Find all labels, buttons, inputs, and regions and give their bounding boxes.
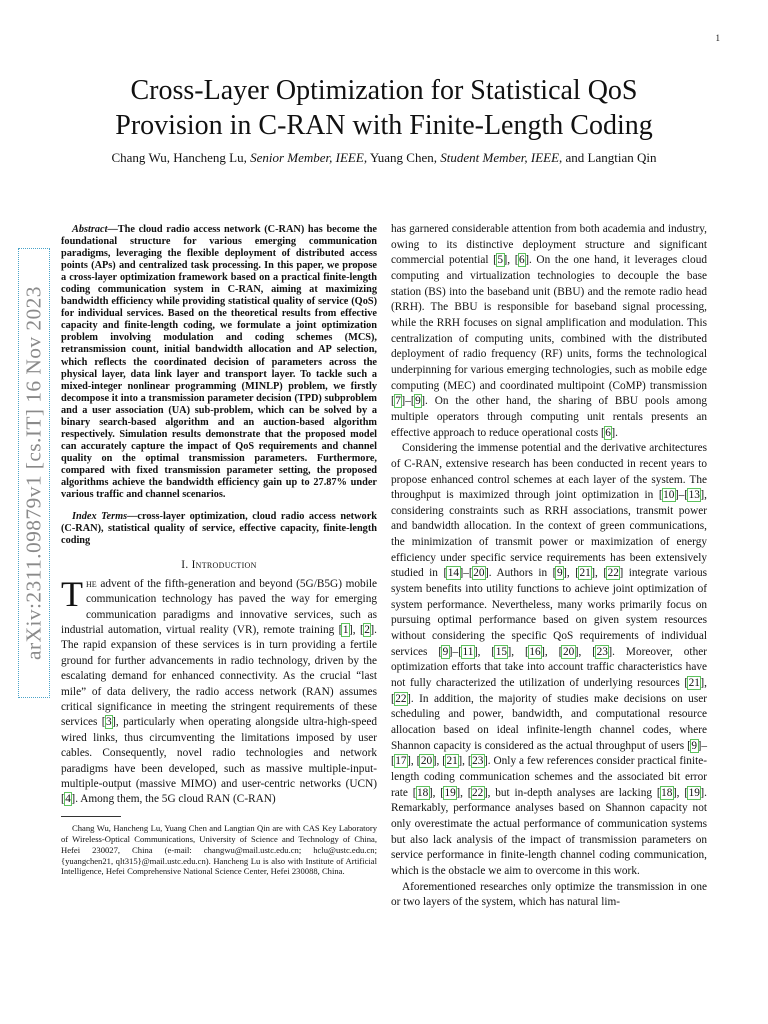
body-text: ,: [676, 786, 685, 799]
citation-link[interactable]: 20: [473, 567, 485, 580]
citation-link[interactable]: 11: [462, 645, 474, 658]
drop-cap: T: [61, 573, 83, 614]
body-text: –: [405, 395, 411, 408]
abstract-text: The cloud radio access network (C-RAN) has become the foundational structure for various emerging communication paradigms, leveraging the flexible deployment of distributed access points (APs) and centralized task processing. In this paper, we propose a cross-layer optimization framework based on a practical finite-length coding communication system in C-RAN, aiming at maximizing bandwidth efficiency while providing statistical quality of service (QoS) for individual services. Based on the theoretical results from effective capacity and finite-length coding, we formulate a joint optimization problem involving modulation and coding schemes (MCS), retransmission count, initial bandwidth allocation and AP selection, which reflects the coordinated decision of parameters across the physical layer, data link layer and transport layer. To tackle such a mixed-integer nonlinear programming (MINLP) problem, we firstly decompose it into a transmission parameter decision (TPD) subproblem and a user association (UA) sub-problem, which can be solved by a binary search-based algorithm and an auction-based algorithm respectively. Simulation results demonstrate that the proposed model can accurately capture the impact of QoS requirements and channel quality on the optimal transmission parameters. Furthermore, compared with fixed transmission parameter setting, the proposed algorithms achieve the bandwidth efficiency gain up to 27.87% under various traffic and channel scenarios.: [61, 224, 377, 501]
body-text: –: [452, 645, 459, 658]
body-text: ,: [477, 645, 492, 658]
author-list: [60, 150, 708, 166]
body-text: has garnered considerable attention from both academia and industry, owing to its distinctive deployment structure and significant commercial potential: [391, 223, 707, 267]
footnote-rule: [61, 816, 121, 817]
body-text: –: [701, 739, 707, 752]
body-text: . Among them, the 5G cloud RAN (C-RAN): [75, 793, 276, 806]
body-text: ,: [595, 567, 604, 580]
citation-link[interactable]: 22: [607, 567, 619, 580]
title-line: Provision in C-RAN with Finite-Length Coding: [115, 110, 653, 141]
body-text: ,: [704, 677, 707, 690]
body-text: , particularly when operating alongside ultra-high-speed wired links, thus circumventing the limitations imposed by user cables. Consequently, novel radio technologies and network paradigms have been developed, such as massive multiple-input-multiple-output (massive MIMO) and user-centric networks (UCN): [61, 716, 377, 791]
body-text: integrate various system benefits into utility functions to achieve joint optimization of system performance. Nevertheless, many works primarily focus on pursuing optimal performance based on given system resources without considering the specific QoS requirements of individual services: [391, 567, 707, 658]
body-text: . On the one hand, it leverages cloud computing and virtualization technologies to decouple the base station (BS) into the baseband unit (BBU) and the remote radio head (RRH). The BBU is responsible for baseband signal processing, while the RRH focuses on signal amplification and modulation. This centralization of computing units, combined with the distributed deployment of radio frequency (RF) units, forms the technological underpinning for various emerging technologies, such as mobile edge computing (MEC) and coordinated multipoint (CoMP) transmission: [391, 254, 707, 392]
citation-link[interactable]: 6: [519, 254, 525, 267]
citation-link[interactable]: 9: [442, 645, 449, 658]
body-text: advent of the fifth-generation and beyond (5G/B5G) mobile communication technology has paved the way for emerging communication paradigms and innovative services, such as industrial automation, virtual reality (VR), remote training: [61, 577, 377, 636]
body-text: . Remarkably, performance analyses based on Shannon capacity not only overestimate the actual performance of communication systems but also lack analysis of the impact of transmission parameters on service performance in finite-length channel coding communication, which is the obstacle we aim to overcome in this work.: [391, 786, 707, 877]
body-text: ,: [511, 645, 526, 658]
citation-link[interactable]: 2: [364, 623, 370, 636]
citation-link[interactable]: 5: [497, 254, 504, 267]
section-numeral: I.: [181, 559, 192, 572]
citation-link[interactable]: 21: [688, 677, 700, 690]
body-text: ,: [410, 755, 417, 768]
citation-link[interactable]: 20: [562, 645, 575, 658]
body-text: ,: [432, 786, 441, 799]
body-text: . Authors in: [488, 567, 553, 580]
citation-link[interactable]: 18: [661, 786, 673, 799]
index-terms-text: cross-layer optimization, cloud radio access network (C-RAN), statistical quality of service, effective capacity, finite-length coding: [61, 511, 377, 547]
page-number: 1: [715, 33, 720, 43]
citation-link[interactable]: 22: [395, 692, 407, 705]
body-text: ,: [462, 755, 468, 768]
first-word: he: [86, 577, 97, 590]
citation-link[interactable]: 6: [605, 426, 611, 439]
citation-link[interactable]: 20: [420, 755, 433, 768]
author-names: Chang Wu, Hancheng Lu,: [111, 150, 251, 165]
body-text: Considering the immense potential and the derivative architectures of C-RAN, extensive research has been conducted in recent years to propose enhanced control schemes at each layer of the system. The throughput is maximized through joint optimization in: [391, 442, 707, 502]
author-names: , Yuang Chen,: [363, 150, 441, 165]
citation-link[interactable]: 19: [444, 786, 456, 799]
body-text: ,: [566, 567, 576, 580]
body-text: ,: [436, 755, 443, 768]
author-role: Senior Member, IEEE: [250, 150, 364, 165]
citation-link[interactable]: 9: [415, 395, 421, 408]
title-line: Cross-Layer Optimization for Statistical QoS: [130, 75, 638, 106]
body-text: , but in-depth analyses are lacking: [487, 786, 657, 799]
body-text: . On the other hand, the sharing of BBU pools among multiple operators through computing unit rentals presents an effective approach to reduce operational costs: [391, 395, 707, 439]
index-terms-label: Index Terms: [72, 511, 128, 523]
body-text: . The rapid expansion of these services is in turn providing a fertile ground for further advancements in radio technology, driven by the escalating demand for enhanced connectivity. As the crucial “last mile” of data delivery, the radio access network (RAN) assumes critical significance in meeting the stringent requirements of these services: [61, 623, 377, 729]
citation-link[interactable]: 10: [663, 489, 675, 502]
body-text: . Only a few references consider practical finite-length coding communication schemes and the associated bit error rate: [391, 755, 707, 799]
body-text: .: [615, 426, 618, 439]
affiliation-footnote: Chang Wu, Hancheng Lu, Yuang Chen and Langtian Qin are with CAS Key Laboratory of Wireless-Optical Communications, University of Science and Technology of China, Hefei 230027, China (e-mail: changwu@mail.ustc.edu.cn; hclu@ustc.edu.cn; {yuangchen21, qlt315}@mail.ustc.edu.cn). Hancheng Lu is also with Institute of Artificial Intelligence, Hefei Comprehensive National Science Center, Hefei 230088, China.: [61, 822, 377, 877]
citation-link[interactable]: 21: [446, 755, 458, 768]
abstract: Abstract—The cloud radio access network (C-RAN) has become the foundational structure for various emerging communication paradigms, leveraging the flexible deployment of distributed access points (APs) and centralized task processing. In this paper, we propose a cross-layer optimization framework based on a practical finite-length coding communication system in C-RAN, aiming at maximizing bandwidth efficiency while providing statistical quality of service (QoS) for individual services. Based on the theoretical results from effective capacity and finite-length coding, we formulate a joint optimization problem involving modulation and coding schemes (MCS), retransmission count, initial bandwidth allocation and AP selection, which reflects the coordinated decision of parameters across the physical layer, data link layer and transport layer. To tackle such a mixed-integer nonlinear programming (MINLP) problem, we firstly decompose it into a transmission parameter decision (TPD) subproblem and a user association (UA) sub-problem, which can be solved by a binary search-based algorithm and an auction-based algorithm respectively. Simulation results demonstrate that the proposed model can accurately capture the impact of QoS requirements and channel quality on the optimal transmission parameters. Furthermore, compared with fixed transmission parameter setting, the proposed algorithms achieve the bandwidth efficiency gain up to 27.87% under various traffic and channel scenarios.: [61, 224, 377, 501]
citation-link[interactable]: 14: [447, 567, 459, 580]
citation-link[interactable]: 3: [106, 716, 112, 729]
citation-link[interactable]: 4: [65, 793, 71, 806]
body-text: ,: [578, 645, 593, 658]
citation-link[interactable]: 21: [579, 567, 591, 580]
body-paragraph: Considering the immense potential and the derivative architectures of C-RAN, extensive research has been conducted in recent years to propose enhanced control schemes at each layer of the system. The throughput is maximized through joint optimization in [10]–[13], considering constraints such as RRH associations, transmit power and bandwidth allocation. In the context of green communications, the minimization of transmit power or maximization of energy efficiency under specific service requirements has been extensively studied in [14]–[20]. Authors in [9], [21], [22] integrate various system benefits into utility functions to achieve joint optimization of system performance. Nevertheless, many works primarily focus on pursuing optimal performance based on given system resources without considering the specific QoS requirements of individual services [9]–[11], [15], [16], [20], [23]. Moreover, other optimization efforts that take into account traffic characteristics have not fully characterized the utilization of underlying resources [21], [22]. In addition, the majority of studies make decisions on user scheduling and power, bandwidth, and computational resource allocation based on ideal infinite-length channel codes, where Shannon capacity is considered as the actual throughput of users [9]–[17], [20], [21], [23]. Only a few references consider practical finite-length coding communication schemes and the associated bit error rate [18], [19], [22], but in-depth analyses are lacking [18], [19]. Remarkably, performance analyses based on Shannon capacity not only overestimate the actual performance of communication systems but also lack analysis of the impact of transmission parameters on service performance in finite-length channel coding communication, which is the obstacle we aim to overcome in this work.: [391, 442, 707, 877]
body-text: . Moreover, other optimization efforts that take into account traffic characteristics have not fully characterized the utilization of underlying resources: [391, 645, 707, 690]
body-paragraph: has garnered considerable attention from both academia and industry, owing to its distinctive deployment structure and significant commercial potential [5], [6]. On the one hand, it leverages cloud computing and virtualization technologies to decouple the base station (BS) into the baseband unit (BBU) and the remote radio head (RRH). The BBU is responsible for baseband signal processing, while the RRH focuses on signal amplification and modulation. This centralization of computing units, combined with the distributed deployment of radio frequency (RF) units, forms the technological underpinning for various emerging technologies, such as mobile edge computing (MEC) and coordinated multipoint (CoMP) transmission [7]–[9]. On the other hand, the sharing of BBU pools among multiple operators through computing unit rentals presents an effective approach to reduce operational costs [6].: [391, 223, 707, 439]
citation-link[interactable]: 7: [395, 395, 401, 408]
abstract-label: Abstract: [72, 224, 108, 235]
index-terms: Index Terms—cross-layer optimization, cloud radio access network (C-RAN), statistical quality of service, effective capacity, finite-length coding: [61, 511, 377, 547]
citation-link[interactable]: 22: [472, 786, 484, 799]
section-title: Introduction: [191, 559, 257, 572]
body-text: . In addition, the majority of studies make decisions on user scheduling and power, bandwidth, and computational resource allocation based on ideal infinite-length channel codes, where Shannon capacity is considered as the actual throughput of users: [391, 692, 707, 752]
citation-link[interactable]: 23: [596, 645, 608, 658]
intro-paragraph: The advent of the fifth-generation and beyond (5G/B5G) mobile communication technology has paved the way for emerging communication paradigms and innovative services, such as industrial automation, virtual reality (VR), remote training [1], [2]. The rapid expansion of these services is in turn providing a fertile ground for further advancements in radio technology, driven by the escalating demand for enhanced connectivity. As the crucial “last mile” of data delivery, the radio access network (RAN) assumes critical significance in meeting the stringent requirements of these services [3], particularly when operating alongside ultra-high-speed wired links, thus circumventing the limitations imposed by user cables. Consequently, novel radio technologies and network paradigms have been developed, such as massive multiple-input-multiple-output (massive MIMO) and user-centric networks (UCN) [4]. Among them, the 5G cloud RAN (C-RAN): [61, 573, 377, 806]
author-names: , and Langtian Qin: [559, 150, 657, 165]
author-role: Student Member, IEEE: [440, 150, 560, 165]
right-column: [391, 222, 707, 911]
citation-link[interactable]: 9: [691, 739, 698, 752]
citation-link[interactable]: 19: [688, 786, 700, 799]
citation-link[interactable]: 13: [688, 489, 700, 502]
body-text: ,: [544, 645, 559, 658]
paper-title: [60, 73, 708, 143]
arxiv-identifier[interactable]: arXiv:2311.09879v1 [cs.IT] 16 Nov 2023: [21, 286, 46, 660]
citation-link[interactable]: 15: [495, 645, 507, 658]
body-text: –: [678, 489, 685, 502]
body-text: –: [463, 567, 469, 580]
section-heading: [61, 559, 377, 573]
citation-link[interactable]: 23: [472, 755, 484, 768]
body-paragraph: Aforementioned researches only optimize the transmission in one or two layers of the system, which has natural lim-: [391, 880, 707, 909]
body-text: , considering constraints such as RRH associations, transmit power and bandwidth allocation. In the context of green communications, the minimization of transmit power or maximization of energy efficiency under specific service requirements has been extensively studied in: [391, 489, 707, 580]
citation-link[interactable]: 9: [556, 567, 563, 580]
citation-link[interactable]: 18: [417, 786, 429, 799]
citation-link[interactable]: 1: [342, 623, 349, 636]
citation-link[interactable]: 17: [395, 755, 407, 768]
left-column: [61, 224, 377, 877]
body-text: ,: [460, 786, 468, 799]
arxiv-stamp[interactable]: [18, 248, 50, 698]
citation-link[interactable]: 16: [529, 645, 541, 658]
